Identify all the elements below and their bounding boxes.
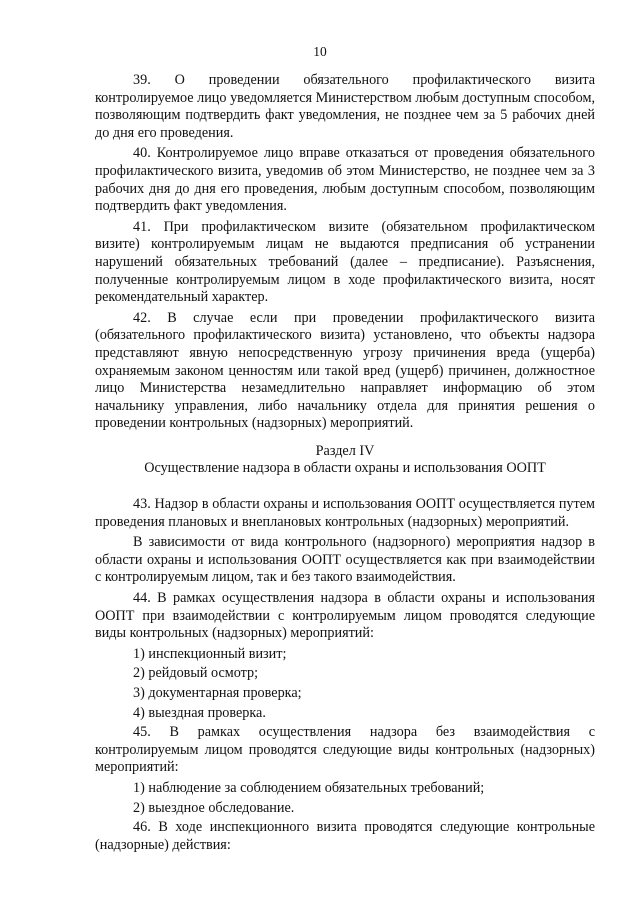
list-item-44-3: 3) документарная проверка; [133, 685, 302, 701]
section-heading: Раздел IV [315, 442, 375, 459]
paragraph-43: 43. Надзор в области охраны и использования ООПТ осуществляется путем проведения плановых и внеплановых контрольных (надзорных) мероприятий. [95, 496, 595, 530]
page-number: 10 [313, 44, 327, 59]
list-item-45-2: 2) выездное обследование. [133, 799, 295, 816]
paragraph-39: 39. О проведении обязательного профилактического визита контролируемое лицо уведомляется Министерством любым доступным способом, позволяющим подтвердить факт уведомления, не позднее чем за 5 рабочих дней до дня его проведения. [95, 72, 595, 141]
list-item-44-4: 4) выездная проверка. [133, 704, 266, 721]
list-item-44-2: 2) рейдовый осмотр; [133, 665, 259, 682]
document-body [95, 72, 595, 857]
paragraph-46: 46. В ходе инспекционного визита проводятся следующие контрольные (надзорные) действия: [95, 819, 595, 853]
section-title: Осуществление надзора в области охраны и использования ООПТ [144, 460, 546, 477]
paragraph-43-continued: В зависимости от вида контрольного (надзорного) мероприятия надзор в области охраны и использования ООПТ осуществляется как при взаимодействии с контролируемым лицом, так и без такого взаимодействия. [95, 534, 595, 586]
list-item-45-1: 1) наблюдение за соблюдением обязательных требований; [133, 779, 485, 796]
paragraph-41: 41. При профилактическом визите (обязательном профилактическом визите) контролируемым лицам не выдаются предписания об устранении нарушений обязательных требований (далее – предписание). Разъяснения, полученные контролируемым лицом в ходе профилактического визита, носят рекомендательный характер. [95, 218, 595, 306]
paragraph-40: 40. Контролируемое лицо вправе отказаться от проведения обязательного профилактического визита, уведомив об этом Министерство, не позднее чем за 3 рабочих дня до дня его проведения, любым доступным способом, позволяющим подтвердить факт уведомления. [95, 145, 595, 215]
paragraph-45: 45. В рамках осуществления надзора без взаимодействия с контролируемым лицом проводятся следующие виды контрольных (надзорных) мероприятий: [95, 724, 595, 776]
paragraph-42: 42. В случае если при проведении профилактического визита (обязательного профилактического визита) установлено, что объекты надзора представляют явную непосредственную угрозу причинения вреда (ущерба) охраняемым законом ценностям или такой вред (ущерб) причинен, должностное лицо Министерства незамедлительно направляет информацию об этом начальнику управления, либо начальнику отдела для принятия решения о проведении контрольных (надзорных) мероприятий. [95, 309, 595, 432]
list-item-44-1: 1) инспекционный визит; [133, 645, 287, 662]
paragraph-44: 44. В рамках осуществления надзора в области охраны и использования ООПТ при взаимодействии с контролируемым лицом проводятся следующие виды контрольных (надзорных) мероприятий: [95, 590, 595, 642]
